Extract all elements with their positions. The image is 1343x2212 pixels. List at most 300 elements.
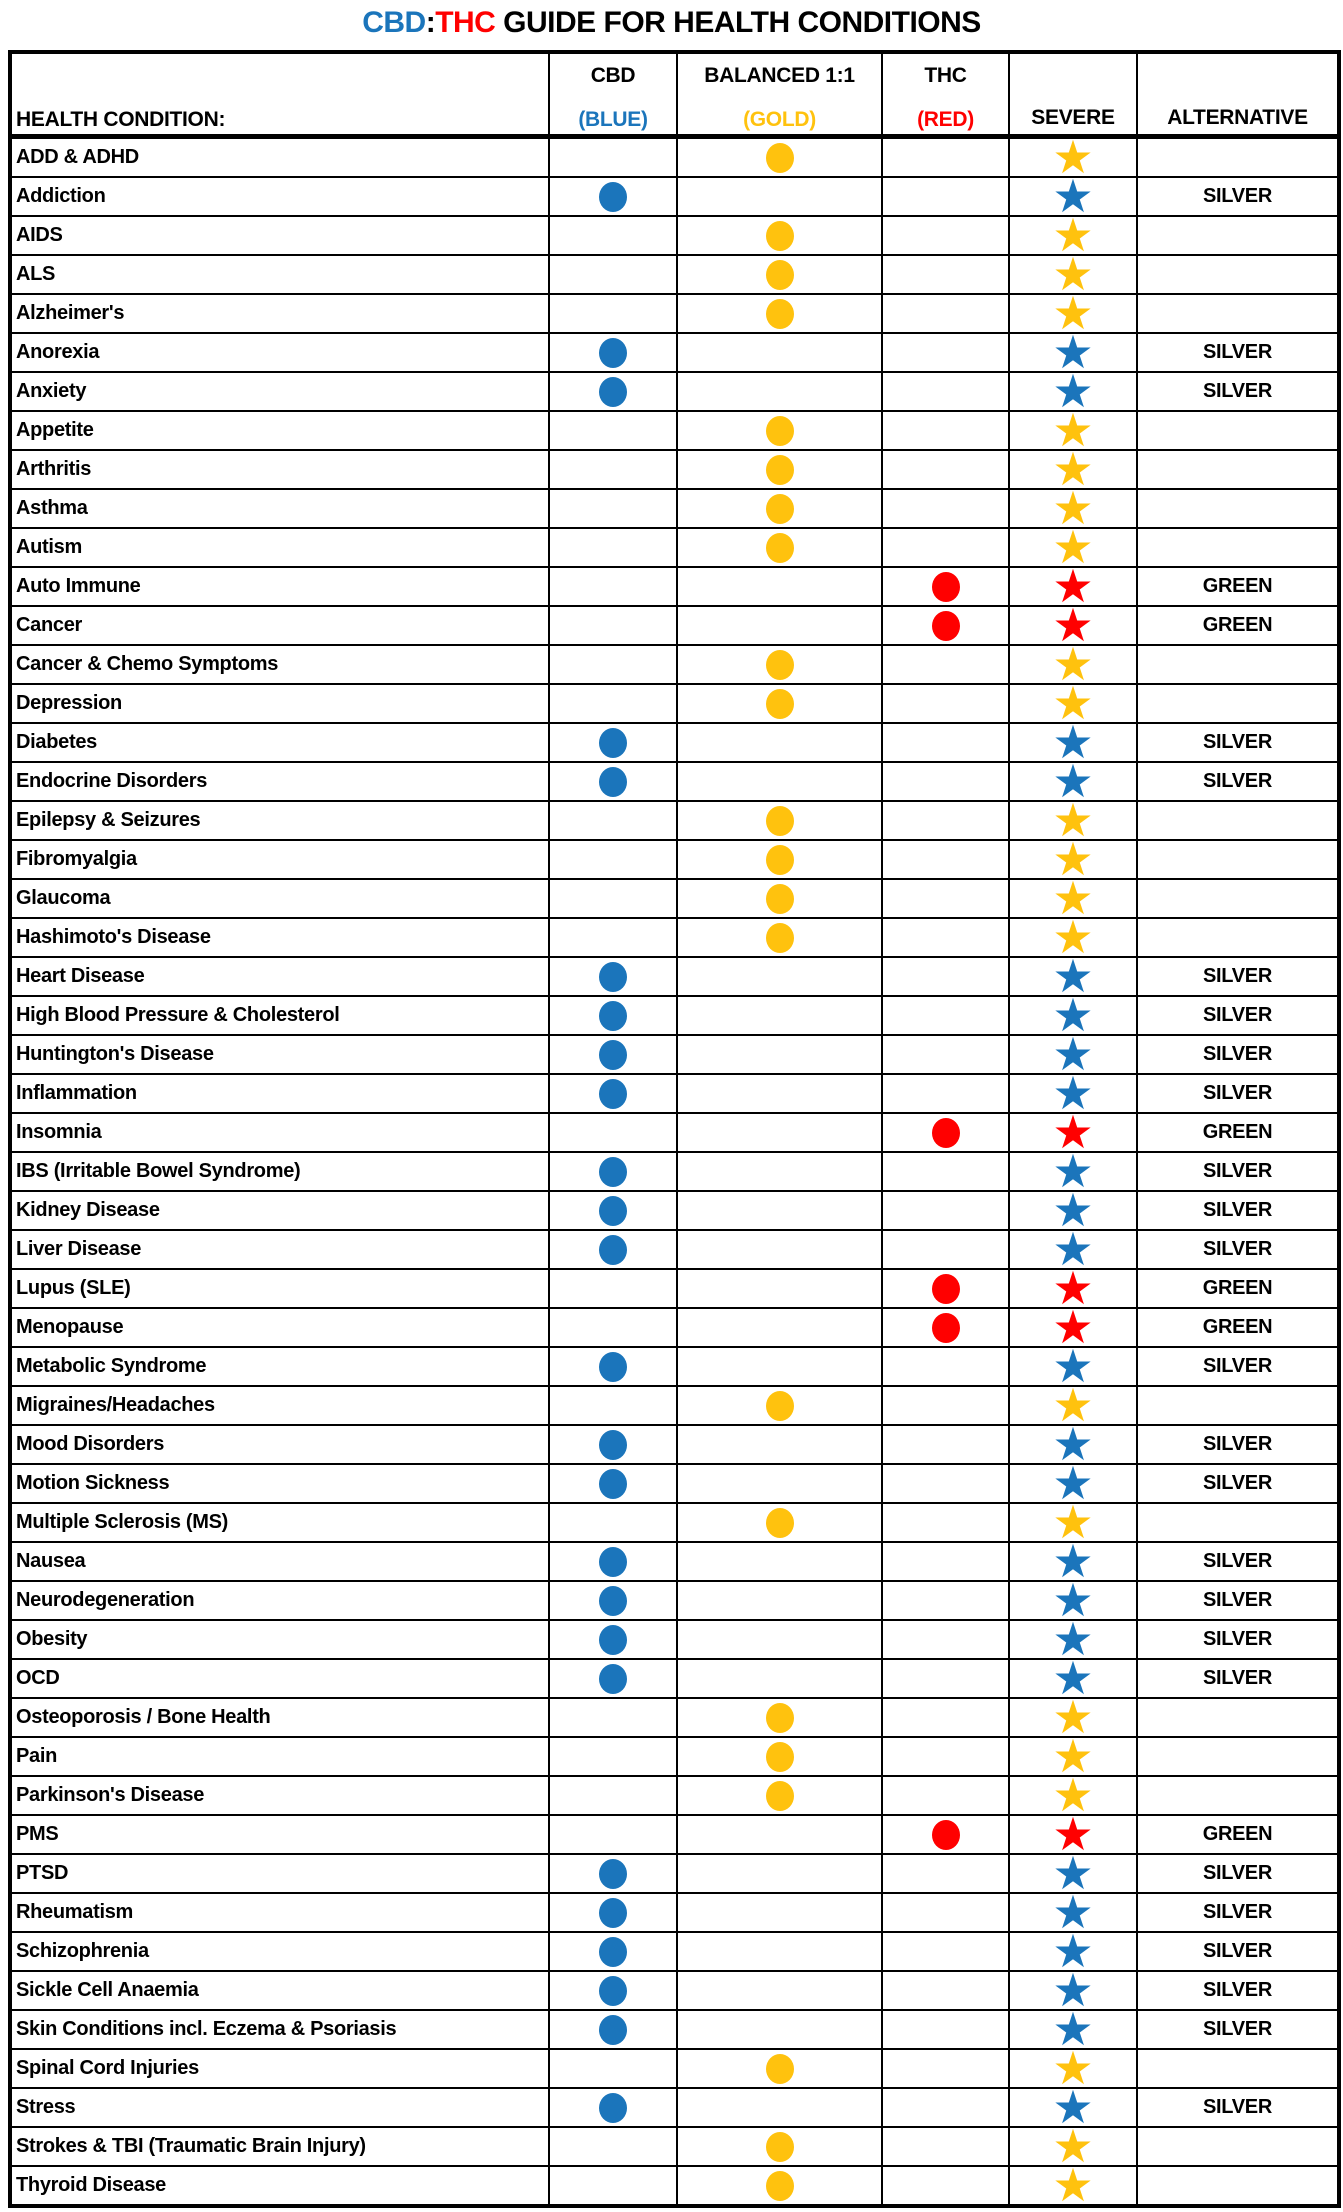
blue-dot-icon	[599, 962, 627, 992]
gold-dot-icon	[766, 1781, 794, 1811]
balanced-cell	[677, 684, 882, 723]
balanced-cell	[677, 801, 882, 840]
table-row	[10, 450, 1339, 489]
condition-label: Diabetes	[10, 723, 549, 762]
severe-cell	[1009, 325, 1137, 379]
condition-label: Glaucoma	[10, 879, 549, 918]
thc-cell	[882, 372, 1009, 411]
red-dot-icon	[932, 1313, 960, 1343]
table-row	[10, 1659, 1339, 1698]
gold-star-icon: ★	[1052, 1768, 1094, 1822]
alternative-label: SILVER	[1137, 957, 1339, 996]
red-star-icon: ★	[1052, 1261, 1094, 1315]
red-star-icon: ★	[1052, 559, 1094, 613]
cbd-cell	[549, 723, 677, 762]
cbd-cell	[549, 1347, 677, 1386]
severe-cell	[1009, 2041, 1137, 2095]
cbd-cell	[549, 606, 677, 645]
thc-cell	[882, 1620, 1009, 1659]
alternative-label: GREEN	[1137, 567, 1339, 606]
condition-label: Skin Conditions incl. Eczema & Psoriasis	[10, 2010, 549, 2049]
blue-star-icon: ★	[1052, 364, 1094, 418]
alternative-label: SILVER	[1137, 1659, 1339, 1698]
thc-cell	[882, 1230, 1009, 1269]
cbd-cell	[549, 645, 677, 684]
thc-cell	[882, 918, 1009, 957]
balanced-cell	[677, 1074, 882, 1113]
blue-star-icon: ★	[1052, 1417, 1094, 1471]
table-row	[10, 567, 1339, 606]
condition-label: Addiction	[10, 177, 549, 216]
thc-cell	[882, 1542, 1009, 1581]
thc-cell	[882, 801, 1009, 840]
table-row	[10, 1191, 1339, 1230]
alternative-label	[1137, 2127, 1339, 2166]
condition-label: Arthritis	[10, 450, 549, 489]
thc-cell	[882, 1815, 1009, 1854]
cbd-cell	[549, 137, 677, 178]
title-cbd: CBD	[362, 6, 426, 39]
thc-cell	[882, 489, 1009, 528]
severe-cell	[1009, 442, 1137, 496]
severe-cell	[1009, 1183, 1137, 1237]
alternative-label: GREEN	[1137, 1113, 1339, 1152]
cbd-cell	[549, 2010, 677, 2049]
severe-cell	[1009, 169, 1137, 223]
blue-dot-icon	[599, 1352, 627, 1382]
table-row	[10, 1464, 1339, 1503]
blue-star-icon: ★	[1052, 1573, 1094, 1627]
table-row	[10, 1932, 1339, 1971]
condition-label: Sickle Cell Anaemia	[10, 1971, 549, 2010]
alternative-label: SILVER	[1137, 996, 1339, 1035]
severe-cell	[1009, 1924, 1137, 1978]
table-row	[10, 957, 1339, 996]
alternative-label: GREEN	[1137, 606, 1339, 645]
alternative-label	[1137, 1776, 1339, 1815]
header-thc-column	[882, 52, 1009, 137]
gold-star-icon: ★	[1052, 2119, 1094, 2173]
blue-dot-icon	[599, 1157, 627, 1187]
condition-label: Pain	[10, 1737, 549, 1776]
blue-dot-icon	[599, 1937, 627, 1967]
gold-dot-icon	[766, 416, 794, 446]
thc-cell	[882, 1113, 1009, 1152]
alternative-label	[1137, 2166, 1339, 2206]
alternative-label	[1137, 255, 1339, 294]
gold-dot-icon	[766, 650, 794, 680]
blue-dot-icon	[599, 182, 627, 212]
condition-label: Asthma	[10, 489, 549, 528]
alternative-label	[1137, 1737, 1339, 1776]
severe-cell	[1009, 247, 1137, 301]
header-health-condition: HEALTH CONDITION:	[10, 52, 549, 137]
blue-dot-icon	[599, 377, 627, 407]
alternative-label	[1137, 216, 1339, 255]
header-cbd-sublabel: (BLUE)	[578, 108, 648, 131]
severe-cell	[1009, 1144, 1137, 1198]
red-dot-icon	[932, 1820, 960, 1850]
header-cbd-label: CBD	[590, 64, 636, 87]
cbd-cell	[549, 177, 677, 216]
condition-label: Epilepsy & Seizures	[10, 801, 549, 840]
condition-label: Cancer & Chemo Symptoms	[10, 645, 549, 684]
gold-star-icon: ★	[1052, 520, 1094, 574]
severe-cell	[1009, 1534, 1137, 1588]
thc-cell	[882, 450, 1009, 489]
alternative-label	[1137, 684, 1339, 723]
blue-star-icon: ★	[1052, 2002, 1094, 2056]
red-star-icon: ★	[1052, 1105, 1094, 1159]
balanced-cell	[677, 2127, 882, 2166]
gold-star-icon: ★	[1052, 1495, 1094, 1549]
blue-star-icon: ★	[1052, 1885, 1094, 1939]
gold-star-icon: ★	[1052, 130, 1094, 184]
gold-star-icon: ★	[1052, 832, 1094, 886]
red-star-icon: ★	[1052, 1300, 1094, 1354]
table-row	[10, 918, 1339, 957]
thc-cell	[882, 1152, 1009, 1191]
balanced-cell	[677, 372, 882, 411]
table-row	[10, 1074, 1339, 1113]
thc-cell	[882, 411, 1009, 450]
blue-star-icon: ★	[1052, 1846, 1094, 1900]
red-dot-icon	[932, 572, 960, 602]
thc-cell	[882, 567, 1009, 606]
thc-cell	[882, 1737, 1009, 1776]
gold-star-icon: ★	[1052, 793, 1094, 847]
gold-star-icon: ★	[1052, 2041, 1094, 2095]
gold-dot-icon	[766, 1508, 794, 1538]
thc-cell	[882, 1503, 1009, 1542]
balanced-cell	[677, 1191, 882, 1230]
severe-cell	[1009, 403, 1137, 457]
red-star-icon: ★	[1052, 598, 1094, 652]
cbd-cell	[549, 1425, 677, 1464]
balanced-cell	[677, 567, 882, 606]
severe-cell	[1009, 1261, 1137, 1315]
thc-cell	[882, 684, 1009, 723]
condition-label: Migraines/Headaches	[10, 1386, 549, 1425]
cbd-cell	[549, 2166, 677, 2206]
cbd-cell	[549, 1854, 677, 1893]
blue-dot-icon	[599, 767, 627, 797]
cbd-cell	[549, 489, 677, 528]
condition-label: PTSD	[10, 1854, 549, 1893]
cbd-cell	[549, 1269, 677, 1308]
balanced-cell	[677, 1347, 882, 1386]
alternative-label	[1137, 879, 1339, 918]
balanced-cell	[677, 1035, 882, 1074]
balanced-cell	[677, 411, 882, 450]
blue-dot-icon	[599, 1001, 627, 1031]
condition-label: Autism	[10, 528, 549, 567]
table-row	[10, 1152, 1339, 1191]
alternative-label	[1137, 1503, 1339, 1542]
balanced-cell	[677, 137, 882, 178]
alternative-label: GREEN	[1137, 1269, 1339, 1308]
gold-star-icon: ★	[1052, 442, 1094, 496]
cbd-cell	[549, 684, 677, 723]
table-row	[10, 137, 1339, 178]
condition-label: Endocrine Disorders	[10, 762, 549, 801]
balanced-cell	[677, 1542, 882, 1581]
gold-star-icon: ★	[1052, 247, 1094, 301]
balanced-cell	[677, 1113, 882, 1152]
header-thc-sublabel: (RED)	[917, 108, 974, 131]
condition-label: Heart Disease	[10, 957, 549, 996]
severe-cell	[1009, 1963, 1137, 2017]
severe-cell	[1009, 676, 1137, 730]
condition-label: Anxiety	[10, 372, 549, 411]
severe-cell	[1009, 1456, 1137, 1510]
cbd-cell	[549, 762, 677, 801]
severe-cell	[1009, 1222, 1137, 1276]
alternative-label	[1137, 840, 1339, 879]
cbd-cell	[549, 1308, 677, 1347]
cbd-cell	[549, 1698, 677, 1737]
condition-label: Depression	[10, 684, 549, 723]
gold-dot-icon	[766, 299, 794, 329]
balanced-cell	[677, 1854, 882, 1893]
severe-cell	[1009, 793, 1137, 847]
blue-star-icon: ★	[1052, 1222, 1094, 1276]
thc-cell	[882, 2127, 1009, 2166]
blue-star-icon: ★	[1052, 1339, 1094, 1393]
table-row	[10, 1269, 1339, 1308]
blue-star-icon: ★	[1052, 988, 1094, 1042]
balanced-cell	[677, 1737, 882, 1776]
severe-cell	[1009, 364, 1137, 418]
cbd-cell	[549, 1776, 677, 1815]
balanced-cell	[677, 333, 882, 372]
severe-cell	[1009, 715, 1137, 769]
blue-star-icon: ★	[1052, 1144, 1094, 1198]
cbd-cell	[549, 333, 677, 372]
table-row	[10, 606, 1339, 645]
severe-cell	[1009, 1027, 1137, 1081]
table-row	[10, 1308, 1339, 1347]
blue-star-icon: ★	[1052, 1924, 1094, 1978]
severe-cell	[1009, 481, 1137, 535]
cbd-cell	[549, 1542, 677, 1581]
cbd-cell	[549, 1230, 677, 1269]
gold-star-icon: ★	[1052, 637, 1094, 691]
table-row	[10, 2010, 1339, 2049]
alternative-label	[1137, 294, 1339, 333]
balanced-cell	[677, 996, 882, 1035]
alternative-label: SILVER	[1137, 1347, 1339, 1386]
gold-star-icon: ★	[1052, 208, 1094, 262]
alternative-label: SILVER	[1137, 2010, 1339, 2049]
severe-cell	[1009, 130, 1137, 184]
severe-cell	[1009, 754, 1137, 808]
alternative-label: SILVER	[1137, 1152, 1339, 1191]
cbd-cell	[549, 996, 677, 1035]
table-row	[10, 177, 1339, 216]
thc-cell	[882, 840, 1009, 879]
table-row	[10, 1581, 1339, 1620]
balanced-cell	[677, 879, 882, 918]
blue-dot-icon	[599, 1079, 627, 1109]
blue-dot-icon	[599, 1586, 627, 1616]
gold-dot-icon	[766, 455, 794, 485]
blue-star-icon: ★	[1052, 1066, 1094, 1120]
alternative-label	[1137, 801, 1339, 840]
cbd-cell	[549, 1074, 677, 1113]
condition-label: Osteoporosis / Bone Health	[10, 1698, 549, 1737]
title-rest: GUIDE FOR HEALTH CONDITIONS	[495, 6, 981, 39]
alternative-label: SILVER	[1137, 1035, 1339, 1074]
table-row	[10, 1503, 1339, 1542]
condition-label: Alzheimer's	[10, 294, 549, 333]
alternative-label: SILVER	[1137, 1191, 1339, 1230]
severe-cell	[1009, 871, 1137, 925]
thc-cell	[882, 1659, 1009, 1698]
blue-star-icon: ★	[1052, 1963, 1094, 2017]
balanced-cell	[677, 2010, 882, 2049]
table-row	[10, 645, 1339, 684]
severe-cell	[1009, 637, 1137, 691]
balanced-cell	[677, 1776, 882, 1815]
thc-cell	[882, 2010, 1009, 2049]
table-row	[10, 2166, 1339, 2206]
alternative-label: GREEN	[1137, 1308, 1339, 1347]
table-row	[10, 294, 1339, 333]
blue-dot-icon	[599, 1469, 627, 1499]
alternative-label	[1137, 528, 1339, 567]
balanced-cell	[677, 1893, 882, 1932]
table-row	[10, 1893, 1339, 1932]
gold-dot-icon	[766, 143, 794, 173]
balanced-cell	[677, 1620, 882, 1659]
thc-cell	[882, 1074, 1009, 1113]
condition-label: Cancer	[10, 606, 549, 645]
balanced-cell	[677, 1659, 882, 1698]
thc-cell	[882, 2166, 1009, 2206]
alternative-label: SILVER	[1137, 1971, 1339, 2010]
balanced-cell	[677, 1698, 882, 1737]
balanced-cell	[677, 606, 882, 645]
thc-cell	[882, 879, 1009, 918]
thc-cell	[882, 957, 1009, 996]
cbd-cell	[549, 1737, 677, 1776]
thc-cell	[882, 177, 1009, 216]
table-row	[10, 996, 1339, 1035]
thc-cell	[882, 255, 1009, 294]
gold-dot-icon	[766, 845, 794, 875]
thc-cell	[882, 723, 1009, 762]
alternative-label	[1137, 1386, 1339, 1425]
blue-star-icon: ★	[1052, 1456, 1094, 1510]
thc-cell	[882, 1035, 1009, 1074]
condition-label: PMS	[10, 1815, 549, 1854]
cbd-cell	[549, 294, 677, 333]
blue-dot-icon	[599, 2015, 627, 2045]
cbd-cell	[549, 1581, 677, 1620]
thc-cell	[882, 528, 1009, 567]
balanced-cell	[677, 723, 882, 762]
alternative-label: SILVER	[1137, 1074, 1339, 1113]
alternative-label: SILVER	[1137, 1854, 1339, 1893]
severe-cell	[1009, 2002, 1137, 2056]
severe-cell	[1009, 1768, 1137, 1822]
thc-cell	[882, 216, 1009, 255]
table-row	[10, 489, 1339, 528]
blue-star-icon: ★	[1052, 949, 1094, 1003]
gold-star-icon: ★	[1052, 676, 1094, 730]
gold-star-icon: ★	[1052, 1378, 1094, 1432]
balanced-cell	[677, 918, 882, 957]
blue-dot-icon	[599, 1664, 627, 1694]
condition-label: OCD	[10, 1659, 549, 1698]
red-dot-icon	[932, 611, 960, 641]
condition-label: Schizophrenia	[10, 1932, 549, 1971]
thc-cell	[882, 1308, 1009, 1347]
page-title	[0, 0, 1343, 50]
alternative-label	[1137, 489, 1339, 528]
condition-label: IBS (Irritable Bowel Syndrome)	[10, 1152, 549, 1191]
table-row	[10, 1815, 1339, 1854]
table-row	[10, 1347, 1339, 1386]
condition-label: Kidney Disease	[10, 1191, 549, 1230]
balanced-cell	[677, 1308, 882, 1347]
thc-cell	[882, 645, 1009, 684]
severe-cell	[1009, 286, 1137, 340]
table-row	[10, 2049, 1339, 2088]
gold-dot-icon	[766, 2054, 794, 2084]
blue-dot-icon	[599, 1430, 627, 1460]
alternative-label	[1137, 137, 1339, 178]
condition-label: Rheumatism	[10, 1893, 549, 1932]
gold-dot-icon	[766, 884, 794, 914]
gold-dot-icon	[766, 1742, 794, 1772]
thc-cell	[882, 1347, 1009, 1386]
cbd-cell	[549, 1620, 677, 1659]
header-alternative-column: ALTERNATIVE	[1137, 52, 1339, 137]
severe-cell	[1009, 1690, 1137, 1744]
severe-cell	[1009, 559, 1137, 613]
balanced-cell	[677, 1425, 882, 1464]
thc-cell	[882, 294, 1009, 333]
alternative-label	[1137, 645, 1339, 684]
table-row	[10, 2127, 1339, 2166]
severe-cell	[1009, 988, 1137, 1042]
table-row	[10, 1854, 1339, 1893]
red-dot-icon	[932, 1274, 960, 1304]
condition-label: Neurodegeneration	[10, 1581, 549, 1620]
condition-label: Metabolic Syndrome	[10, 1347, 549, 1386]
condition-label: Nausea	[10, 1542, 549, 1581]
cbd-cell	[549, 1386, 677, 1425]
table-row	[10, 1698, 1339, 1737]
alternative-label: SILVER	[1137, 1542, 1339, 1581]
gold-star-icon: ★	[1052, 286, 1094, 340]
table-row	[10, 1113, 1339, 1152]
cbd-cell	[549, 1971, 677, 2010]
balanced-cell	[677, 762, 882, 801]
thc-cell	[882, 1854, 1009, 1893]
condition-label: Strokes & TBI (Traumatic Brain Injury)	[10, 2127, 549, 2166]
thc-cell	[882, 996, 1009, 1035]
alternative-label: SILVER	[1137, 1425, 1339, 1464]
severe-cell	[1009, 2119, 1137, 2173]
cbd-cell	[549, 1659, 677, 1698]
cbd-cell	[549, 372, 677, 411]
alternative-label: SILVER	[1137, 2088, 1339, 2127]
blue-dot-icon	[599, 1859, 627, 1889]
gold-dot-icon	[766, 494, 794, 524]
